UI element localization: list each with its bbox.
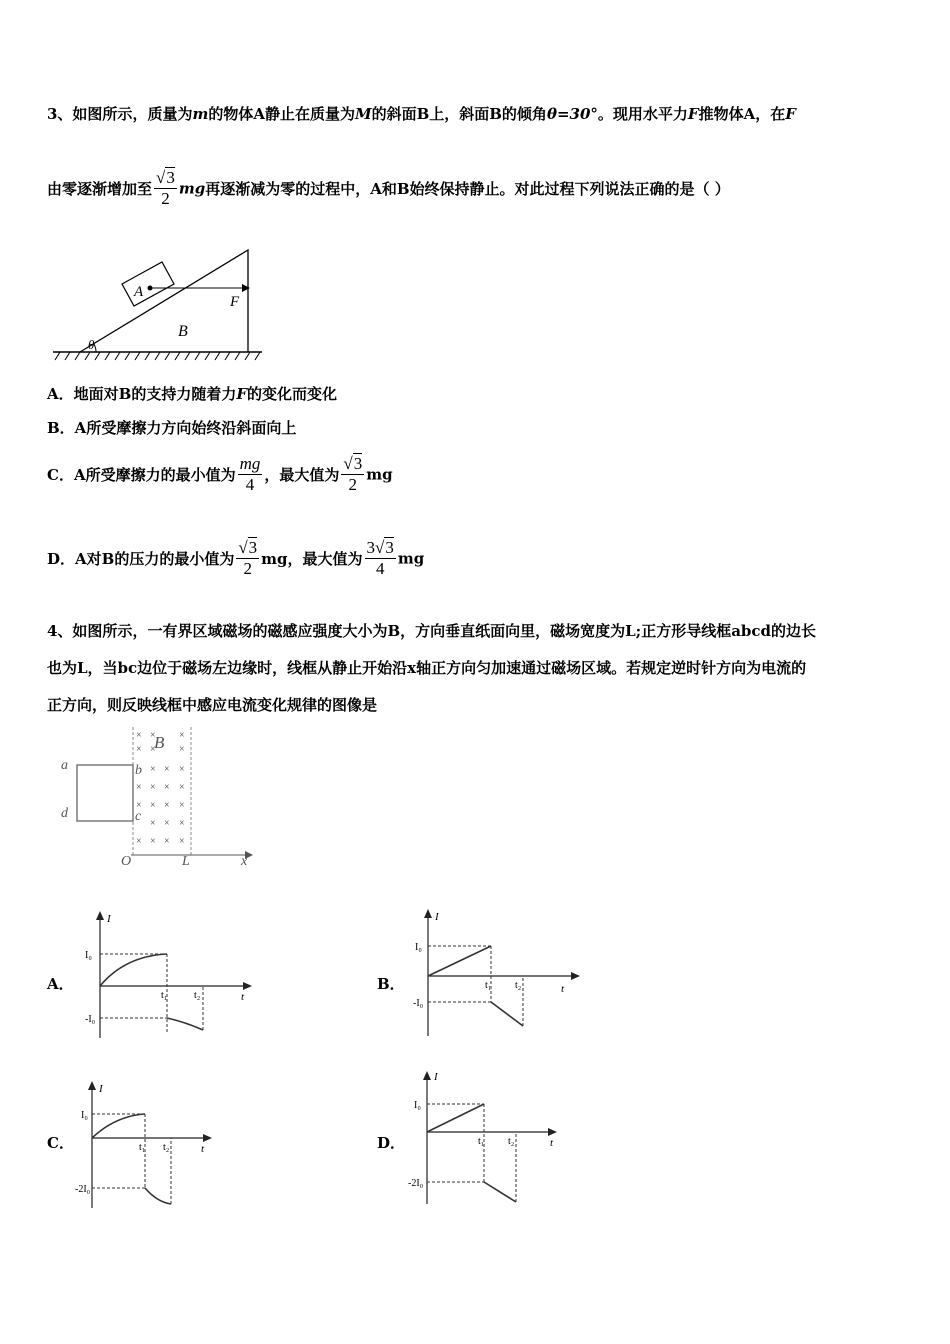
field-cross: × [150,836,156,847]
q4-option-c-graph[interactable] [75,1080,250,1210]
block-a-label: A [134,284,144,300]
incline-figure [50,244,265,364]
q4-option-d-graph[interactable] [408,1066,583,1206]
q4-option-a-graph[interactable] [85,910,260,1040]
force-f-label: F [230,294,240,310]
svg-text:t₂: t₂ [508,1136,515,1147]
field-cross: × [179,764,185,775]
magnetic-field-figure [55,722,265,872]
q3-option-b[interactable]: B．A所受摩擦力方向始终沿斜面向上 [47,419,297,437]
field-cross: × [136,782,142,793]
svg-text:I₀: I₀ [414,1100,421,1111]
svg-text:t₁: t₁ [161,990,168,1001]
q4-option-c-label[interactable]: C． [47,1134,74,1152]
field-cross: × [136,744,142,755]
field-cross: × [179,836,185,847]
field-cross: × [164,782,170,793]
svg-text:t₂: t₂ [163,1142,170,1153]
field-cross: × [164,836,170,847]
q4-option-b-graph[interactable] [413,908,588,1038]
svg-text:t₁: t₁ [478,1136,485,1147]
field-cross: × [150,782,156,793]
svg-text:t₂: t₂ [515,980,522,991]
svg-text:I₀: I₀ [415,942,422,953]
field-cross: × [150,764,156,775]
svg-text:t: t [241,991,245,1003]
svg-text:t₁: t₁ [485,980,492,991]
corner-d-label: d [61,806,68,821]
field-cross: × [150,730,156,741]
incline-b-label: B [178,323,188,340]
field-cross: × [150,818,156,829]
svg-text:t: t [550,1137,554,1149]
field-cross: × [164,818,170,829]
corner-a-label: a [61,758,68,773]
svg-text:I: I [435,911,439,923]
field-b-label: B [154,733,165,752]
corner-c-label: c [135,809,142,824]
svg-text:t: t [561,983,565,995]
svg-text:t: t [201,1143,205,1155]
q4-stem-line1: 4、如图所示，一有界区域磁场的磁感应强度大小为B，方向垂直纸面向里，磁场宽度为L;正方形导线框abcd的边长 [47,622,817,640]
svg-text:I₀: I₀ [85,950,92,961]
field-cross: × [136,800,142,811]
q3-option-c[interactable]: C．A所受摩擦力的最小值为 $\frac{mg}{4}$ ，最大值为 $\frac{√3}{2}$ mg [47,454,393,494]
field-cross: × [164,800,170,811]
svg-text:t₁: t₁ [139,1142,146,1153]
q4-option-d-label[interactable]: D． [377,1134,406,1152]
svg-text:I: I [434,1071,438,1083]
field-cross: × [150,800,156,811]
svg-text:t₂: t₂ [194,990,201,1001]
q3-option-a[interactable]: A．地面对B的支持力随着力F的变化而变化 [47,385,337,403]
corner-b-label: b [135,763,142,778]
width-l-label: L [182,854,190,869]
theta-label: θ [88,337,95,352]
field-cross: × [164,764,170,775]
svg-text:-2I₀: -2I₀ [408,1178,424,1189]
q4-stem-line2: 也为L，当bc边位于磁场左边缘时，线框从静止开始沿x轴正方向匀加速通过磁场区域。若规定逆时针方向为电流的 [47,659,807,677]
field-cross: × [179,744,185,755]
q4-option-b-label[interactable]: B． [377,975,405,993]
field-cross: × [179,818,185,829]
field-cross: × [179,730,185,741]
svg-text:I₀: I₀ [81,1110,88,1121]
svg-text:I: I [99,1083,103,1095]
q4-stem-line3: 正方向，则反映线框中感应电流变化规律的图像是 [47,696,378,714]
field-cross: × [136,730,142,741]
svg-text:I: I [107,913,111,925]
fraction-sqrt3-over-2: $\frac{√3}{2}$ [156,168,175,208]
origin-label: O [121,854,132,869]
q4-option-a-label[interactable]: A． [47,975,74,993]
field-cross: × [179,800,185,811]
svg-text:-I₀: -I₀ [85,1014,96,1025]
x-axis-label: x [241,854,248,869]
svg-text:-I₀: -I₀ [413,998,424,1009]
field-cross: × [136,836,142,847]
field-cross: × [150,744,156,755]
svg-text:-2I₀: -2I₀ [75,1184,91,1195]
q3-stem-line2: 由零逐渐增加至 $\frac{√3}{2}$ mg再逐渐减为零的过程中，A和B始终保持静止。对此过程下列说法正确的是（ ） [47,168,730,208]
q3-option-d[interactable]: D．A对B的压力的最小值为 $\frac{√3}{2}$ mg，最大值为 $\frac{3√3}{4}$ mg [47,538,425,578]
q3-stem-line1: 3、如图所示，质量为m的物体A静止在质量为M的斜面B上，斜面B的倾角θ=30°。现用水平力F推物体A，在F [47,105,796,123]
field-cross: × [179,782,185,793]
